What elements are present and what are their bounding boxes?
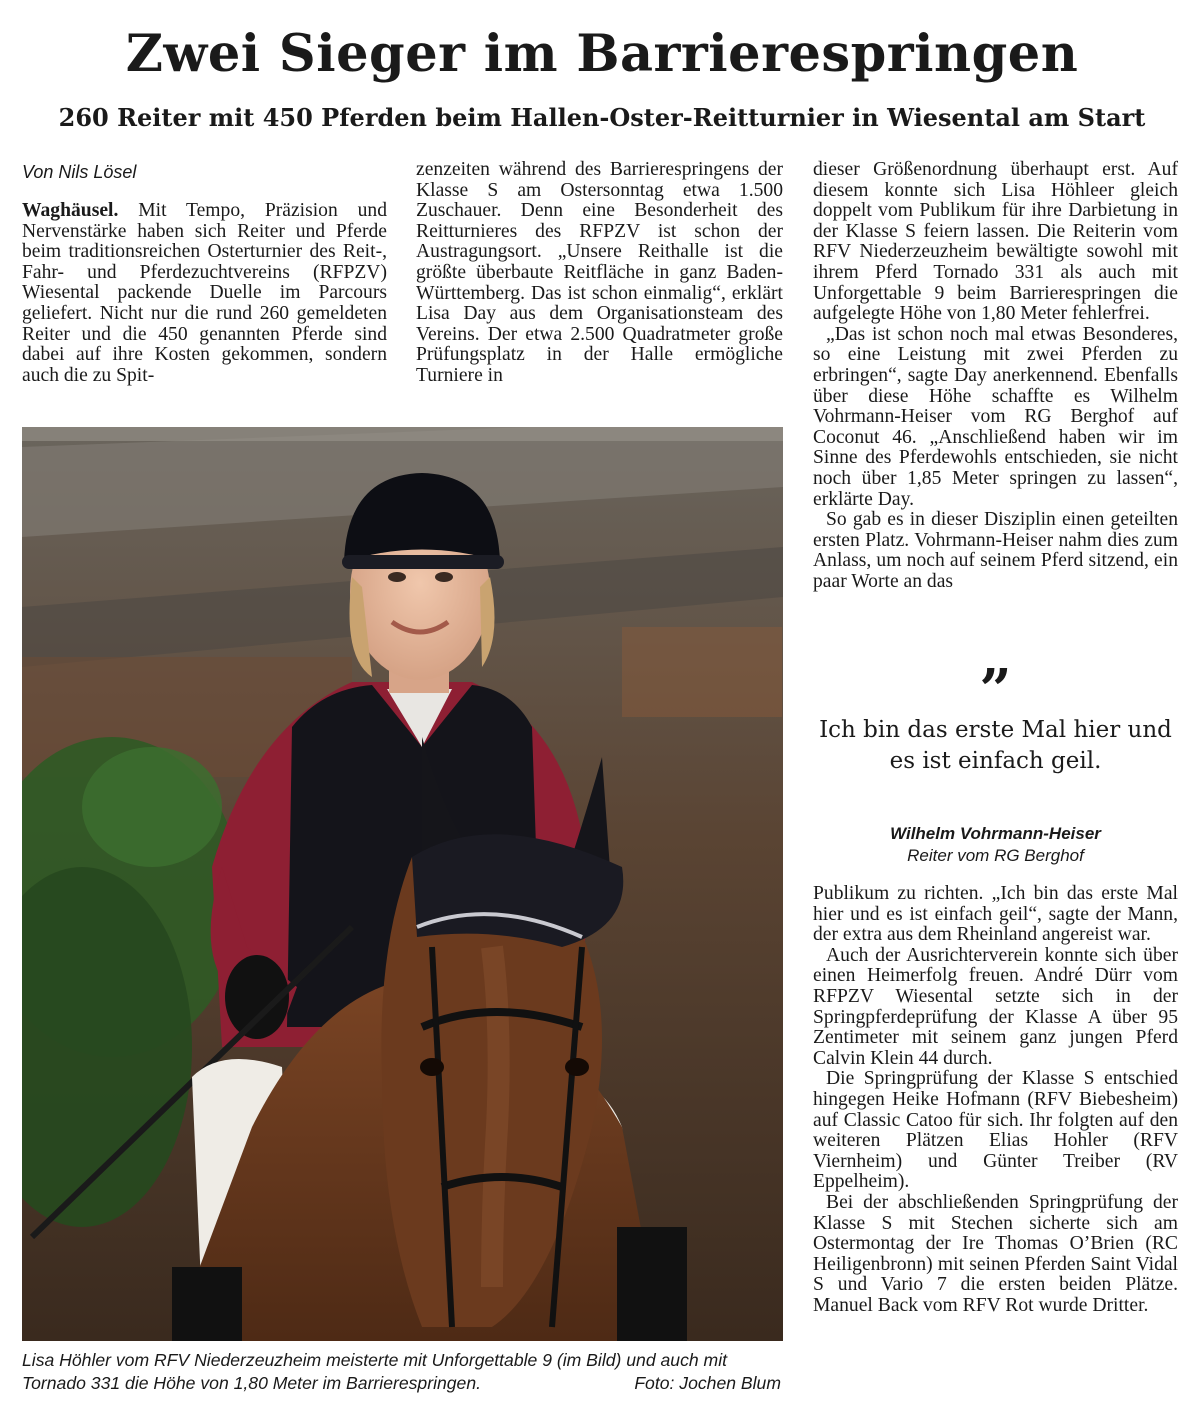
article-photo (22, 427, 783, 1341)
paragraph: Bei der abschließenden Springprüfung der Klasse S mit Stechen sicherte sich am Ostermontag der Ire Thomas O’Brien (RC Heiligenbronn) mit seinen Pferden Saint Vidal S und Vario 7 die ersten beiden Plätze. Manuel Back vom RFV Rot wurde Dritter. (813, 1191, 1178, 1316)
caption-text: Lisa Höhler vom RFV Niederzeuzheim meisterte mit Unforgettable 9 (im Bild) und auch mit Tornado 331 die Höhe von 1,80 Meter im Barrierespringen. (22, 1350, 727, 1393)
headline: Zwei Sieger im Barrierespringen (125, 24, 1079, 84)
paragraph: Publikum zu richten. „Ich bin das erste Mal hier und es ist einfach geil“, sagte der Mann, der extra aus dem Rheinland angereist war. (813, 883, 1178, 946)
column-2 (416, 160, 783, 387)
column-3-top (813, 160, 1178, 592)
paragraph: „Das ist schon noch mal etwas Besonderes, so eine Leistung mit zwei Pferden zu erbringen“, sagte Day anerkennend. Ebenfalls über diese Höhe schaffte es Wilhelm Vohrmann-Heiser vom RG Berghof auf Coconut 46. „Anschließend haben wir im Sinne des Pferdewohls entschieden, sie nicht noch über 1,85 Meter springen zu lassen“, erklärte Day. (813, 323, 1178, 510)
column-3-bottom (813, 884, 1178, 1316)
byline: Von Nils Lösel (22, 162, 137, 182)
quote-author: Wilhelm Vohrmann-Heiser (890, 824, 1101, 843)
photo-credit: Foto: Jochen Blum (634, 1372, 781, 1393)
paragraph: Die Springprüfung der Klasse S entschied hingegen Heike Hofmann (RFV Biebesheim) auf Classic Catoo für sich. Ihr folgten auf den weiteren Plätzen Elias Hohler (RFV Viernheim) und Günter Treiber (RV Eppelheim). (813, 1068, 1178, 1193)
photo-caption (22, 1349, 783, 1394)
paragraph: So gab es in dieser Disziplin einen geteilten ersten Platz. Vohrmann-Heiser nahm dies zum Anlass, um noch auf seinem Pferd sitzend, ein paar Worte an das (813, 509, 1178, 592)
subheadline: 260 Reiter mit 450 Pferden beim Hallen-Oster-Reitturnier in Wiesental am Start (58, 103, 1146, 132)
column-1 (22, 201, 387, 386)
dateline: Waghäusel. (22, 200, 119, 221)
quote-role: Reiter vom RG Berghof (907, 846, 1084, 865)
pull-quote: Ich bin das erste Mal hier und es ist einfach geil. (819, 717, 1172, 774)
quote-mark-icon: ” (979, 657, 1012, 723)
column-1-text: Mit Tempo, Präzision und Nervenstärke haben sich Reiter und Pferde beim traditionsreichen Osterturnier des Reit-, Fahr- und Pferdezuchtvereins (RFPZV) Wiesental packende Duelle im Parcours geliefert. Nicht nur die rund 260 gemeldeten Reiter und die 450 genannten Pferde sind dabei auf ihre Kosten gekommen, sondern auch die zu Spit- (22, 200, 387, 386)
paragraph: Auch der Ausrichterverein konnte sich über einen Heimerfolg freuen. André Dürr vom RFPZV Wiesental setzte sich in der Springpferdeprüfung der Klasse A über 95 Zentimeter mit seinem ganz jungen Pferd Calvin Klein 44 durch. (813, 944, 1178, 1069)
column-2-text: zenzeiten während des Barrierespringens der Klasse S am Ostersonntag etwa 1.500 Zuschauer. Denn eine Besonderheit des Reitturnieres des RFPZV ist schon der Austragungsort. „Unsere Reithalle ist die größte überbaute Reitfläche in ganz Baden-Württemberg. Das ist schon einmalig“, erklärt Lisa Day aus dem Organisationsteam des Vereins. Der etwa 2.500 Quadratmeter große Prüfungsplatz in der Halle ermögliche Turniere in (416, 159, 783, 386)
paragraph: dieser Größenordnung überhaupt erst. Auf diesem konnte sich Lisa Höhleer gleich doppelt vom Publikum für ihre Darbietung in der Klasse S feiern lassen. Die Reiterin vom RFV Niederzeuzheim bewältigte sowohl mit ihrem Pferd Tornado 331 als auch mit Unforgettable 9 beim Barrierespringen die aufgelegte Höhe von 1,80 Meter fehlerfrei. (813, 159, 1178, 325)
